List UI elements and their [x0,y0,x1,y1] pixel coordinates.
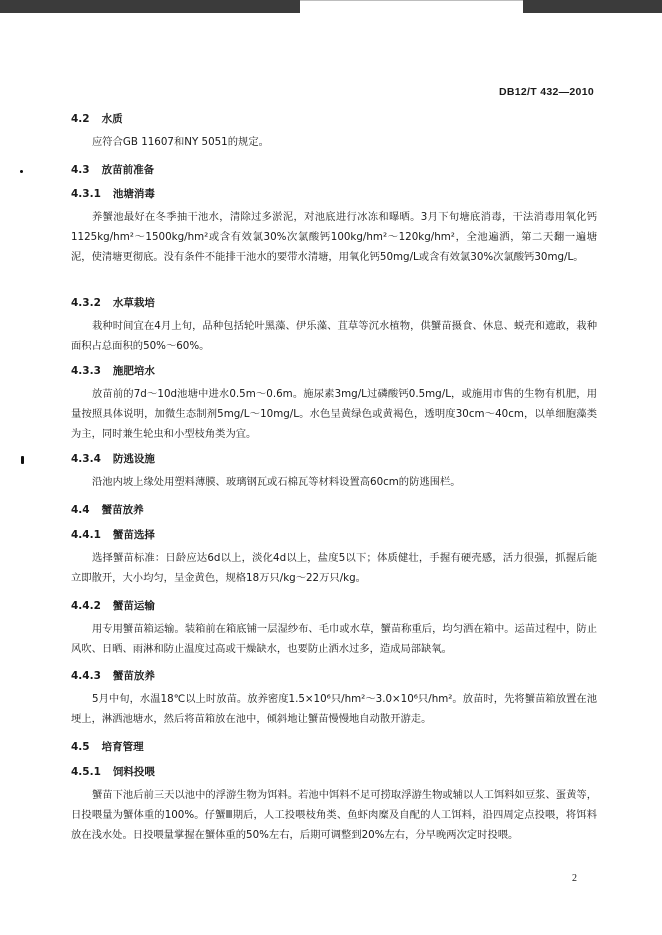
section-title: 培育管理 [101,741,144,753]
section-number: 4.3 [71,164,90,176]
paragraph: 用专用蟹苗箱运输。装箱前在箱底铺一层湿纱布、毛巾或水草，蟹苗称重后，均匀洒在箱中。运苗过程中，防止风吹、日晒、雨淋和防止温度过高或干燥缺水，也要防止洒水过多，造成局部缺氧。 [71,623,597,656]
section-title: 施肥培水 [112,365,155,377]
section-title: 饲料投喂 [112,766,155,778]
section-heading [71,739,144,754]
paragraph: 放苗前的7d～10d池塘中进水0.5m～0.6m。施尿素3mg/L过磷酸钙0.5mg/L，或施用市售的生物有机肥，用量按照具体说明，加微生态制剂5mg/L～10mg/L。水色呈黄绿色或黄褐色，透明度30cm～40cm，以单细胞藻类为主，同时兼生轮虫和小型枝角类为宜。 [71,388,597,441]
page-number: 2 [572,873,577,884]
section-title: 防逃设施 [112,453,155,465]
section-title: 水草栽培 [112,297,155,309]
section-number: 4.3.2 [71,297,101,309]
document-code: DB12/T 432—2010 [499,86,594,98]
scan-edge-line [300,0,523,1]
section-number: 4.4.2 [71,600,101,612]
section-heading [71,162,154,177]
section-number: 4.5.1 [71,766,101,778]
section-number: 4.2 [71,113,90,125]
section-title: 放苗前准备 [101,164,155,176]
section-heading [71,598,155,613]
section-number: 4.3.3 [71,365,101,377]
section-title: 蟹苗放养 [112,670,155,682]
section-heading [71,111,123,126]
section-heading [71,295,155,310]
section-heading [71,363,155,378]
section-number: 4.4.3 [71,670,101,682]
paragraph: 蟹苗下池后前三天以池中的浮游生物为饵料。若池中饵料不足可捞取浮游生物或辅以人工饵料如豆浆、蛋黄等，日投喂量为蟹体重的100%。仔蟹Ⅲ期后，人工投喂枝角类、鱼虾肉糜及自配的人工饵料，沿四周定点投喂，将饵料放在浅水处。日投喂量掌握在蟹体重的50%左右，后期可调整到20%左右，分早晚两次定时投喂。 [71,789,597,842]
scan-edge-right [523,0,662,13]
scan-speck [21,456,24,464]
section-title: 蟹苗运输 [112,600,155,612]
section-title: 池塘消毒 [112,188,155,200]
paragraph: 沿池内坡上缘处用塑料薄膜、玻璃钢瓦或石棉瓦等材料设置高60cm的防逃围栏。 [92,476,461,488]
section-number: 4.4.1 [71,529,101,541]
section-heading [71,668,155,683]
scan-top-edge [0,0,662,16]
scan-edge-left [0,0,300,13]
section-number: 4.4 [71,504,90,516]
section-title: 蟹苗选择 [112,529,155,541]
section-heading [71,502,144,517]
paragraph: 应符合GB 11607和NY 5051的规定。 [92,136,269,148]
section-heading [71,764,155,779]
section-number: 4.5 [71,741,90,753]
section-title: 水质 [101,113,123,125]
section-number: 4.3.1 [71,188,101,200]
paragraph: 5月中旬，水温18℃以上时放苗。放养密度1.5×10⁶只/hm²～3.0×10⁶只/hm²。放苗时，先将蟹苗箱放置在池埂上，淋洒池塘水，然后将苗箱放在池中，倾斜地让蟹苗慢慢地自动散开游走。 [71,693,597,726]
paragraph: 栽种时间宜在4月上旬，品种包括轮叶黑藻、伊乐藻、苴草等沉水植物，供蟹苗摄食、休息、蜕壳和遮敢，栽种面积占总面积的50%～60%。 [71,320,597,353]
section-title: 蟹苗放养 [101,504,144,516]
section-heading [71,527,155,542]
section-heading [71,451,155,466]
section-number: 4.3.4 [71,453,101,465]
section-heading [71,186,155,201]
scan-speck [20,170,23,173]
paragraph: 选择蟹苗标准：日龄应达6d以上，淡化4d以上，盐度5以下；体质健壮，手握有硬壳感，活力很强，抓握后能立即散开，大小均匀，呈金黄色，规格18万只/kg～22万只/kg。 [71,552,597,585]
paragraph: 养蟹池最好在冬季抽干池水，清除过多淤泥，对池底进行冰冻和曝晒。3月下旬塘底消毒，干法消毒用氧化钙1125kg/hm²～1500kg/hm²或含有效氯30%次氯酸钙100kg/hm²～120kg/hm²，全池遍洒，第二天翻一遍塘泥，使清塘更彻底。没有条件不能排干池水的要带水清塘，用氧化钙50mg/L或含有效氯30%次氯酸钙30mg/L。 [71,211,597,264]
